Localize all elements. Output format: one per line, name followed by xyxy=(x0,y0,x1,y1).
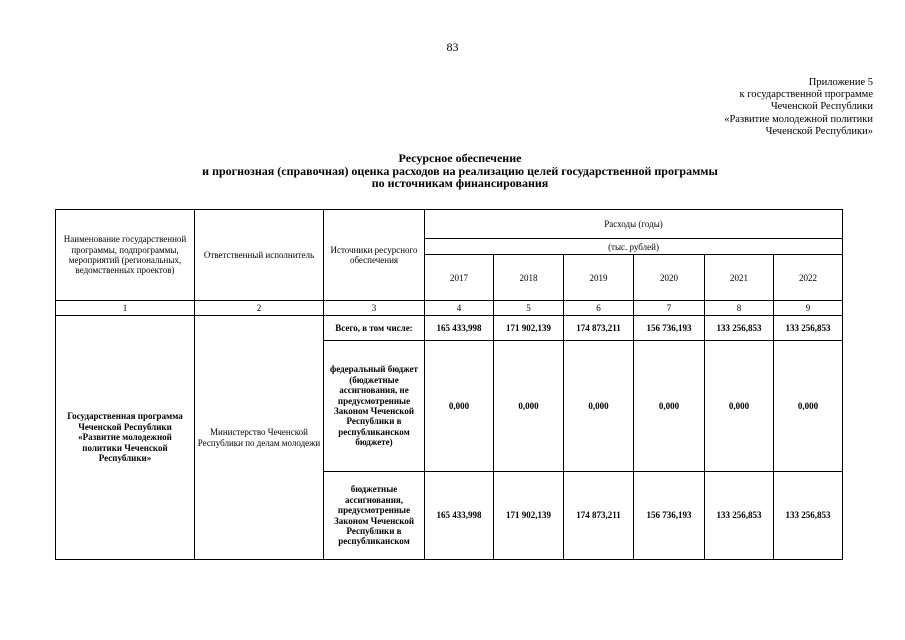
header-year-2019: 2019 xyxy=(564,255,634,301)
value-cell: 133 256,853 xyxy=(705,316,774,341)
source-federal-budget: федеральный бюджет (бюджетные ассигнования, не предусмотренные Законом Чеченской Республики в республиканском бюджете) xyxy=(324,341,425,472)
column-number: 2 xyxy=(195,301,324,316)
title-line-1: Ресурсное обеспечение xyxy=(398,151,522,165)
value-cell: 171 902,139 xyxy=(494,316,564,341)
value-cell: 165 433,998 xyxy=(425,316,494,341)
header-year-2020: 2020 xyxy=(634,255,705,301)
header-year-2021: 2021 xyxy=(705,255,774,301)
value-cell: 133 256,853 xyxy=(774,472,843,560)
header-year-2017: 2017 xyxy=(425,255,494,301)
document-title xyxy=(0,152,905,190)
value-cell: 0,000 xyxy=(494,341,564,472)
column-number-row xyxy=(56,301,843,316)
header-name: Наименование государственной программы, подпрограммы, мероприятий (региональных, ведомственных проектов) xyxy=(56,210,195,301)
budget-table xyxy=(55,209,843,560)
header-year-2018: 2018 xyxy=(494,255,564,301)
page-number: 83 xyxy=(446,40,459,54)
value-cell: 156 736,193 xyxy=(634,316,705,341)
responsible-executor: Министерство Чеченской Республики по делам молодежи xyxy=(195,316,324,560)
annex-header xyxy=(724,77,873,138)
value-cell: 174 873,211 xyxy=(564,472,634,560)
value-cell: 133 256,853 xyxy=(774,316,843,341)
title-line-3: по источникам финансирования xyxy=(371,176,549,190)
annex-line: Чеченской Республики» xyxy=(765,125,873,137)
column-number: 1 xyxy=(56,301,195,316)
value-cell: 171 902,139 xyxy=(494,472,564,560)
source-total: Всего, в том числе: xyxy=(324,316,425,341)
value-cell: 0,000 xyxy=(705,341,774,472)
header-executor: Ответственный исполнитель xyxy=(195,210,324,301)
title-line-2: и прогнозная (справочная) оценка расходов на реализацию целей государственной программы xyxy=(202,163,718,178)
header-year-2022: 2022 xyxy=(774,255,843,301)
table-row xyxy=(56,316,843,341)
column-number: 4 xyxy=(425,301,494,316)
value-cell: 165 433,998 xyxy=(425,472,494,560)
annex-line: Чеченской Республики xyxy=(770,101,873,113)
program-name: Государственная программа Чеченской Республики «Развитие молодежной политики Чеченской Республики» xyxy=(56,316,195,560)
header-expenses: Расходы (годы) xyxy=(425,210,843,239)
value-cell: 0,000 xyxy=(634,341,705,472)
column-number: 9 xyxy=(774,301,843,316)
source-republic-budget: бюджетные ассигнования, предусмотренные Законом Чеченской Республики в республиканском xyxy=(324,472,425,560)
value-cell: 0,000 xyxy=(564,341,634,472)
value-cell: 133 256,853 xyxy=(705,472,774,560)
column-number: 6 xyxy=(564,301,634,316)
annex-line: Приложение 5 xyxy=(808,77,873,88)
annex-line: к государственной программе xyxy=(739,89,873,101)
value-cell: 156 736,193 xyxy=(634,472,705,560)
column-number: 5 xyxy=(494,301,564,316)
annex-line: «Развитие молодежной политики xyxy=(724,113,873,125)
column-number: 3 xyxy=(324,301,425,316)
header-sources: Источники ресурсного обеспечения xyxy=(324,210,425,301)
header-units: (тыс. рублей) xyxy=(425,238,843,255)
value-cell: 0,000 xyxy=(425,341,494,472)
value-cell: 174 873,211 xyxy=(564,316,634,341)
column-number: 7 xyxy=(634,301,705,316)
column-number: 8 xyxy=(705,301,774,316)
value-cell: 0,000 xyxy=(774,341,843,472)
